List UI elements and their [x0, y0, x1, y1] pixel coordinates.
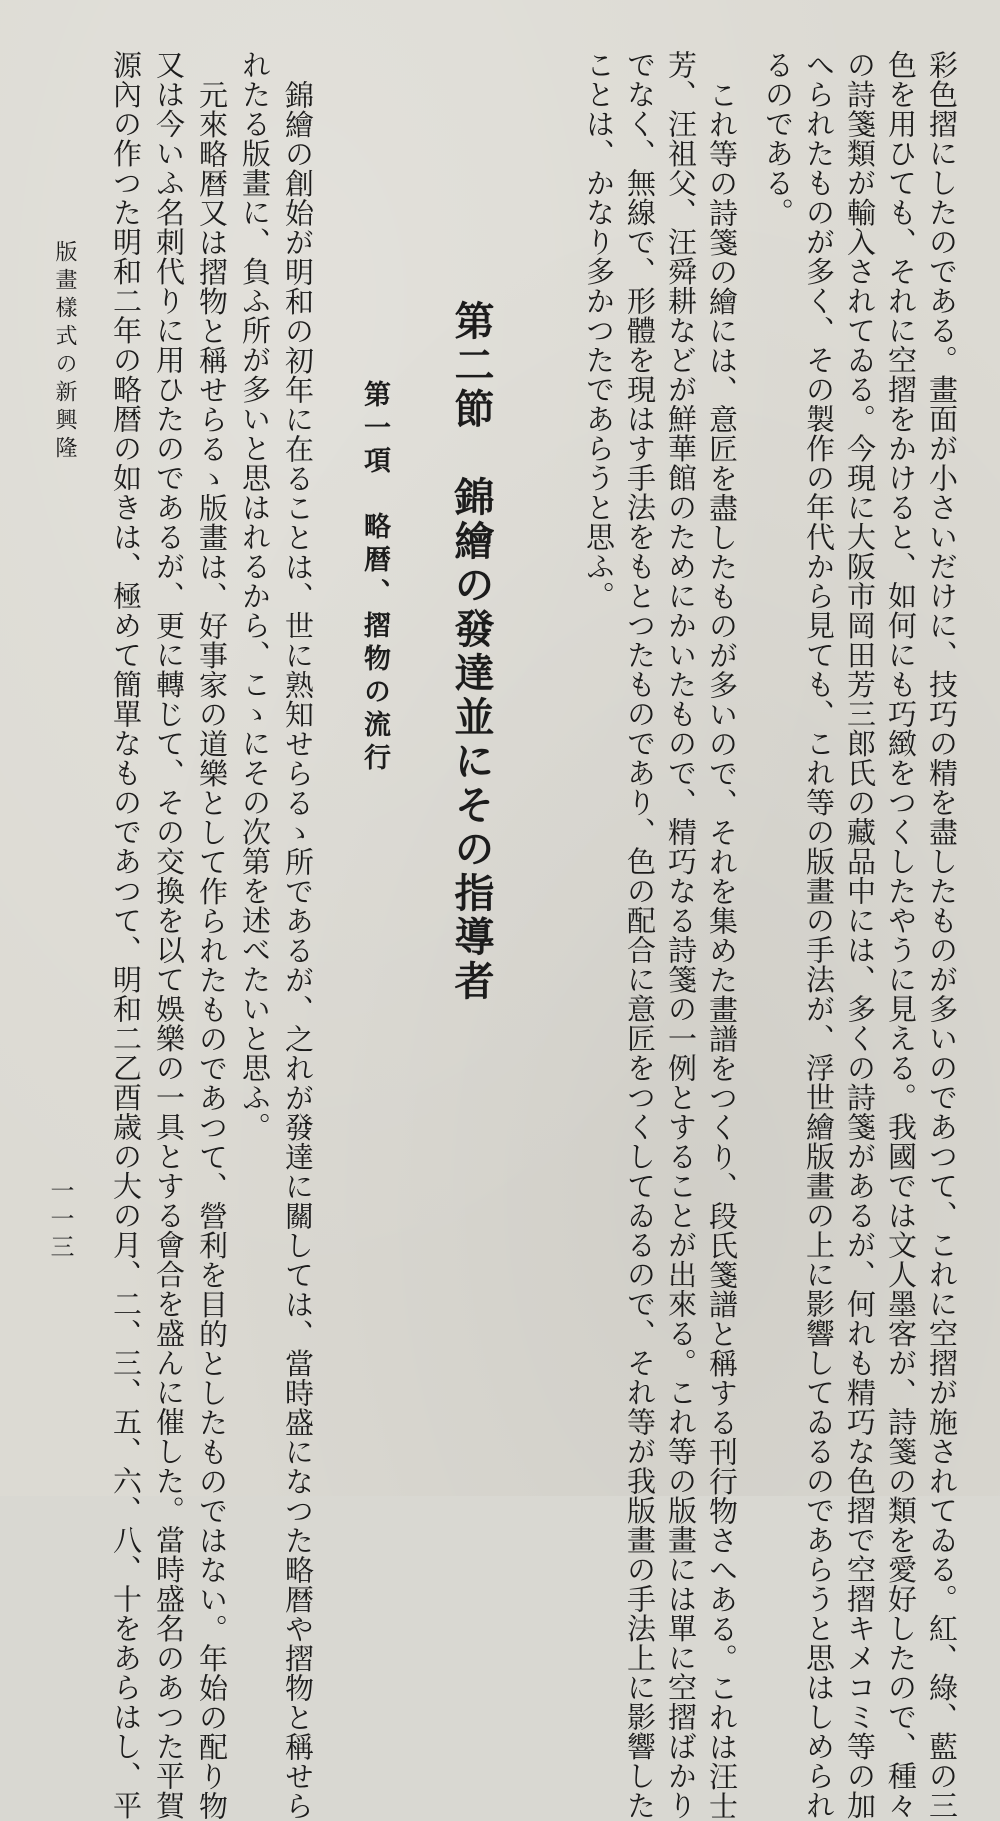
lower-text-column: 錦繪の創始が明和の初年に在ることは、世に熟知せらるゝ所であるが、之れが發達に關しては、當時盛になつた略暦や摺物と稱せら	[281, 80, 315, 1821]
upper-text-column: 色を用ひても、それに空摺をかけると、如何にも巧緻をつくしたやうに見える。我國では文人墨客が、詩箋の類を愛好したので、種々	[884, 50, 918, 1820]
running-title: 版畫樣式の新興隆	[52, 240, 77, 464]
upper-text-column: の詩箋類が輸入されてゐる。今現に大阪市岡田芳三郎氏の藏品中には、多くの詩箋があるが、何れも精巧な色摺で空摺キメコミ等の加	[843, 50, 877, 1820]
upper-text-column: 芳、汪祖父、汪舜耕などが鮮華館のためにかいたもので、精巧なる詩箋の一例とすることが出來る。これ等の版畫には單に空摺ばかり	[664, 50, 698, 1820]
section-heading: 第二節 錦繪の發達並にその指導者	[448, 300, 495, 1004]
lower-text-column: 元來略暦又は摺物と稱せらるゝ版畫は、好事家の道樂として作られたものであつて、營利を目的としたものではない。年始の配り物	[195, 80, 229, 1821]
lower-text-column: 源內の作つた明和二年の略暦の如きは、極めて簡單なものであつて、明和二乙酉歳の大の月、二、三、五、六、八、十をあらはし、平	[109, 50, 143, 1820]
upper-text-column: でなく、無線で、形體を現はす手法をもとつたものであり、色の配合に意匠をつくしてゐるので、それ等が我版畫の手法上に影響した	[623, 50, 657, 1820]
upper-text-column: これ等の詩箋の繪には、意匠を盡したものが多いので、それを集めた畫譜をつくり、段氏箋譜と稱する刊行物さへある。これは汪士	[705, 80, 739, 1821]
lower-text-column: 又は今いふ名刺代りに用ひたのであるが、更に轉じて、その交換を以て娛樂の一具とする會合を盛んに催した。當時盛名のあつた平賀	[152, 50, 186, 1820]
upper-text-column: るのである。	[761, 50, 795, 227]
upper-text-column: へられたものが多く、その製作の年代から見ても、これ等の版畫の手法が、浮世繪版畫の上に影響してゐるのであらうと思はしめられ	[802, 50, 836, 1820]
upper-text-column: 彩色摺にしたのである。畫面が小さいだけに、技巧の精を盡したものが多いのであつて、これに空摺が施されてゐる。紅、綠、藍の三	[925, 50, 959, 1820]
subsection-heading: 第一項 略暦、摺物の流行	[359, 380, 390, 776]
page-number: 一一三	[46, 1178, 74, 1262]
lower-text-column: れたる版畫に、負ふ所が多いと思はれるから、こゝにその次第を述べたいと思ふ。	[238, 50, 272, 1142]
upper-text-column: ことは、かなり多かつたであらうと思ふ。	[582, 50, 616, 611]
